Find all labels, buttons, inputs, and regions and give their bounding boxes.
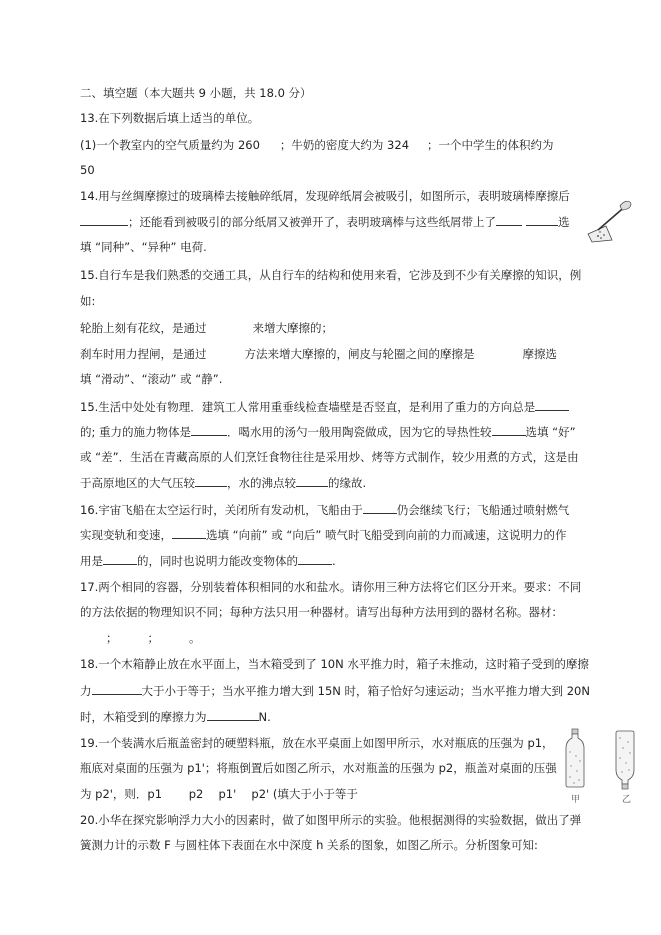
q14-line1: 14.用与丝绸摩擦过的玻璃棒去接触碎纸屑，发现碎纸屑会被吸引，如图所示，表明玻璃棒摩擦后 bbox=[80, 189, 570, 203]
q20-line1: 20.小华在探究影响浮力大小的因素时，做了如图甲所示的实验。他根据测得的实验数据，做出了弹 bbox=[80, 813, 582, 827]
q14-text-a: ；还能看到被吸引的部分纸屑又被弹开了，表明玻璃棒与这些纸屑带上了 bbox=[128, 215, 496, 229]
q19-line2: 瓶底对桌面的压强为 p1'；将瓶倒置后如图乙所示，水对瓶盖的压强为 p2，瓶盖对桌面的压强 bbox=[80, 761, 557, 775]
q13-line2: 50 bbox=[80, 163, 95, 177]
q15a-text-a: 轮胎上刻有花纹，是通过 bbox=[80, 321, 207, 335]
q15a-text-e: 摩擦选 bbox=[522, 347, 557, 361]
q14-blank-2[interactable] bbox=[496, 214, 522, 226]
q19-line3: 为 p2'，则．p1 p2 p1' p2' (填大于小于等于 bbox=[80, 787, 358, 801]
q13-text-a: (1)一个教室内的空气质量约为 260 bbox=[80, 138, 260, 152]
q17-line3 bbox=[80, 631, 201, 645]
q15b-text-c: ．喝水用的汤勺一般用陶瓷做成，因为它的导热性较 bbox=[227, 425, 492, 439]
inverted-bottle-figure bbox=[614, 730, 636, 790]
q18-text-c: 时，木箱受到的摩擦力为 bbox=[80, 710, 207, 724]
q18-line3 bbox=[80, 709, 271, 724]
q15a-line1: 15.自行车是我们熟悉的交通工具，从自行车的结构和使用来看，它涉及到不少有关摩擦的知识，例 bbox=[80, 268, 582, 282]
q14-blank-1[interactable] bbox=[80, 214, 128, 226]
q15a-text-d: 方法来增大摩擦的，闸皮与轮圈之间的摩擦是 bbox=[244, 347, 475, 361]
q16-blank-1[interactable] bbox=[363, 502, 397, 514]
q17-line1: 17.两个相同的容器，分别装着体积相同的水和盐水。请你用三种方法将它们区分开来。要求：不同 bbox=[80, 580, 582, 594]
q15a-line3 bbox=[80, 321, 333, 335]
q16-text-e: 用是 bbox=[80, 554, 103, 568]
q15b-blank-5[interactable] bbox=[296, 475, 328, 487]
q15a-text-c: 刹车时用力捏闸，是通过 bbox=[80, 347, 207, 361]
q18-text-b: 大于小于等于；当水平推力增大到 15N 时，箱子恰好匀速运动；当水平推力增大到 20N bbox=[141, 684, 590, 698]
q16-blank-4[interactable] bbox=[298, 553, 332, 565]
glass-rod-figure bbox=[584, 196, 634, 244]
q20-line2: 簧测力计的示数 F 与圆柱体下表面在水中深度 h 关系的图象，如图乙所示。分析图象可知: bbox=[80, 838, 538, 852]
q16-text-f: 的，同时也说明力能改变物体的 bbox=[137, 554, 298, 568]
q16-line3 bbox=[80, 553, 336, 568]
q16-blank-3[interactable] bbox=[103, 553, 137, 565]
q13-line1 bbox=[80, 138, 554, 152]
q16-text-d: 选填 “向前” 或 “向后” 喷气时飞船受到向前的力而减速，这说明力的作 bbox=[206, 528, 567, 542]
q16-text-b: 仍会继续飞行；飞船通过喷射燃气 bbox=[396, 503, 570, 517]
q15b-text-b: 的; 重力的施力物体是 bbox=[80, 425, 192, 439]
q15b-blank-4[interactable] bbox=[195, 475, 227, 487]
figure-jia-caption: 甲 bbox=[571, 795, 581, 805]
q13-text-c: ；一个中学生的体积约为 bbox=[427, 138, 554, 152]
q18-blank-2[interactable] bbox=[207, 709, 259, 721]
q15a-line4 bbox=[80, 347, 557, 361]
q18-line2 bbox=[80, 683, 590, 698]
q16-line1 bbox=[80, 502, 569, 517]
q15b-line1 bbox=[80, 399, 569, 414]
q15b-text-a: 15.生活中处处有物理．建筑工人常用重垂线检查墙壁是否竖直，是利用了重力的方向总是 bbox=[80, 400, 536, 414]
q15a-line5: 填 “滑动”、“滚动” 或 “静”. bbox=[80, 372, 223, 386]
q15b-line4 bbox=[80, 475, 366, 490]
q15a-text-b: 来增大摩擦的； bbox=[252, 321, 333, 335]
q18-blank-1[interactable] bbox=[92, 683, 142, 695]
q13-stem: 13.在下列数据后填上适当的单位。 bbox=[80, 111, 260, 125]
section-heading: 二、填空题（本大题共 9 小题，共 18.0 分） bbox=[80, 86, 312, 100]
q14-line3: 填 “同种”、“异种” 电荷. bbox=[80, 240, 207, 254]
q17-sep-1: ； bbox=[106, 631, 118, 645]
q18-line1: 18.一个木箱静止放在水平面上，当木箱受到了 10N 水平推力时，箱子未推动，这时箱子受到的摩擦 bbox=[80, 657, 589, 671]
q16-text-c: 实现变轨和变速， bbox=[80, 528, 172, 542]
figure-yi-caption: 乙 bbox=[622, 795, 632, 805]
q18-text-a: 力 bbox=[80, 684, 92, 698]
q15b-blank-3[interactable] bbox=[492, 424, 526, 436]
q14-blank-3[interactable] bbox=[526, 214, 558, 226]
q15b-blank-2[interactable] bbox=[191, 424, 227, 436]
q17-sep-2: ； bbox=[147, 631, 159, 645]
q15b-text-f: ，水的沸点较 bbox=[227, 476, 296, 490]
q15b-line3: 或 “差”．生活在青藏高原的人们烹饪食物往往是采用炒、烤等方式制作，较少用煮的方式，这是由 bbox=[80, 450, 579, 464]
q15b-text-g: 的缘故. bbox=[328, 476, 367, 490]
q16-line2 bbox=[80, 527, 566, 542]
q14-text-b: 选 bbox=[558, 215, 570, 229]
q13-text-b: ；牛奶的密度大约为 324 bbox=[279, 138, 410, 152]
q15b-text-d: 选填 “好” bbox=[525, 425, 576, 439]
q14-line2 bbox=[80, 214, 570, 229]
upright-bottle-figure bbox=[564, 728, 586, 788]
q15b-blank-1[interactable] bbox=[535, 399, 569, 411]
q16-text-g: . bbox=[332, 554, 336, 568]
q17-line2: 的方法依据的物理知识不同；每种方法只用一种器材。请写出每种方法用到的器材名称。器材： bbox=[80, 605, 563, 619]
q16-text-a: 16.宇宙飞船在太空运行时，关闭所有发动机，飞船由于 bbox=[80, 503, 363, 517]
q18-text-d: N. bbox=[258, 710, 271, 724]
q16-blank-2[interactable] bbox=[172, 527, 206, 539]
q15b-text-e: 于高原地区的大气压较 bbox=[80, 476, 195, 490]
q19-line1: 19.一个装满水后瓶盖密封的硬塑料瓶，放在水平桌面上如图甲所示，水对瓶底的压强为 p1， bbox=[80, 736, 554, 750]
q15b-line2 bbox=[80, 424, 576, 439]
q15a-line2: 如: bbox=[80, 294, 96, 308]
q17-sep-3: 。 bbox=[189, 631, 201, 645]
